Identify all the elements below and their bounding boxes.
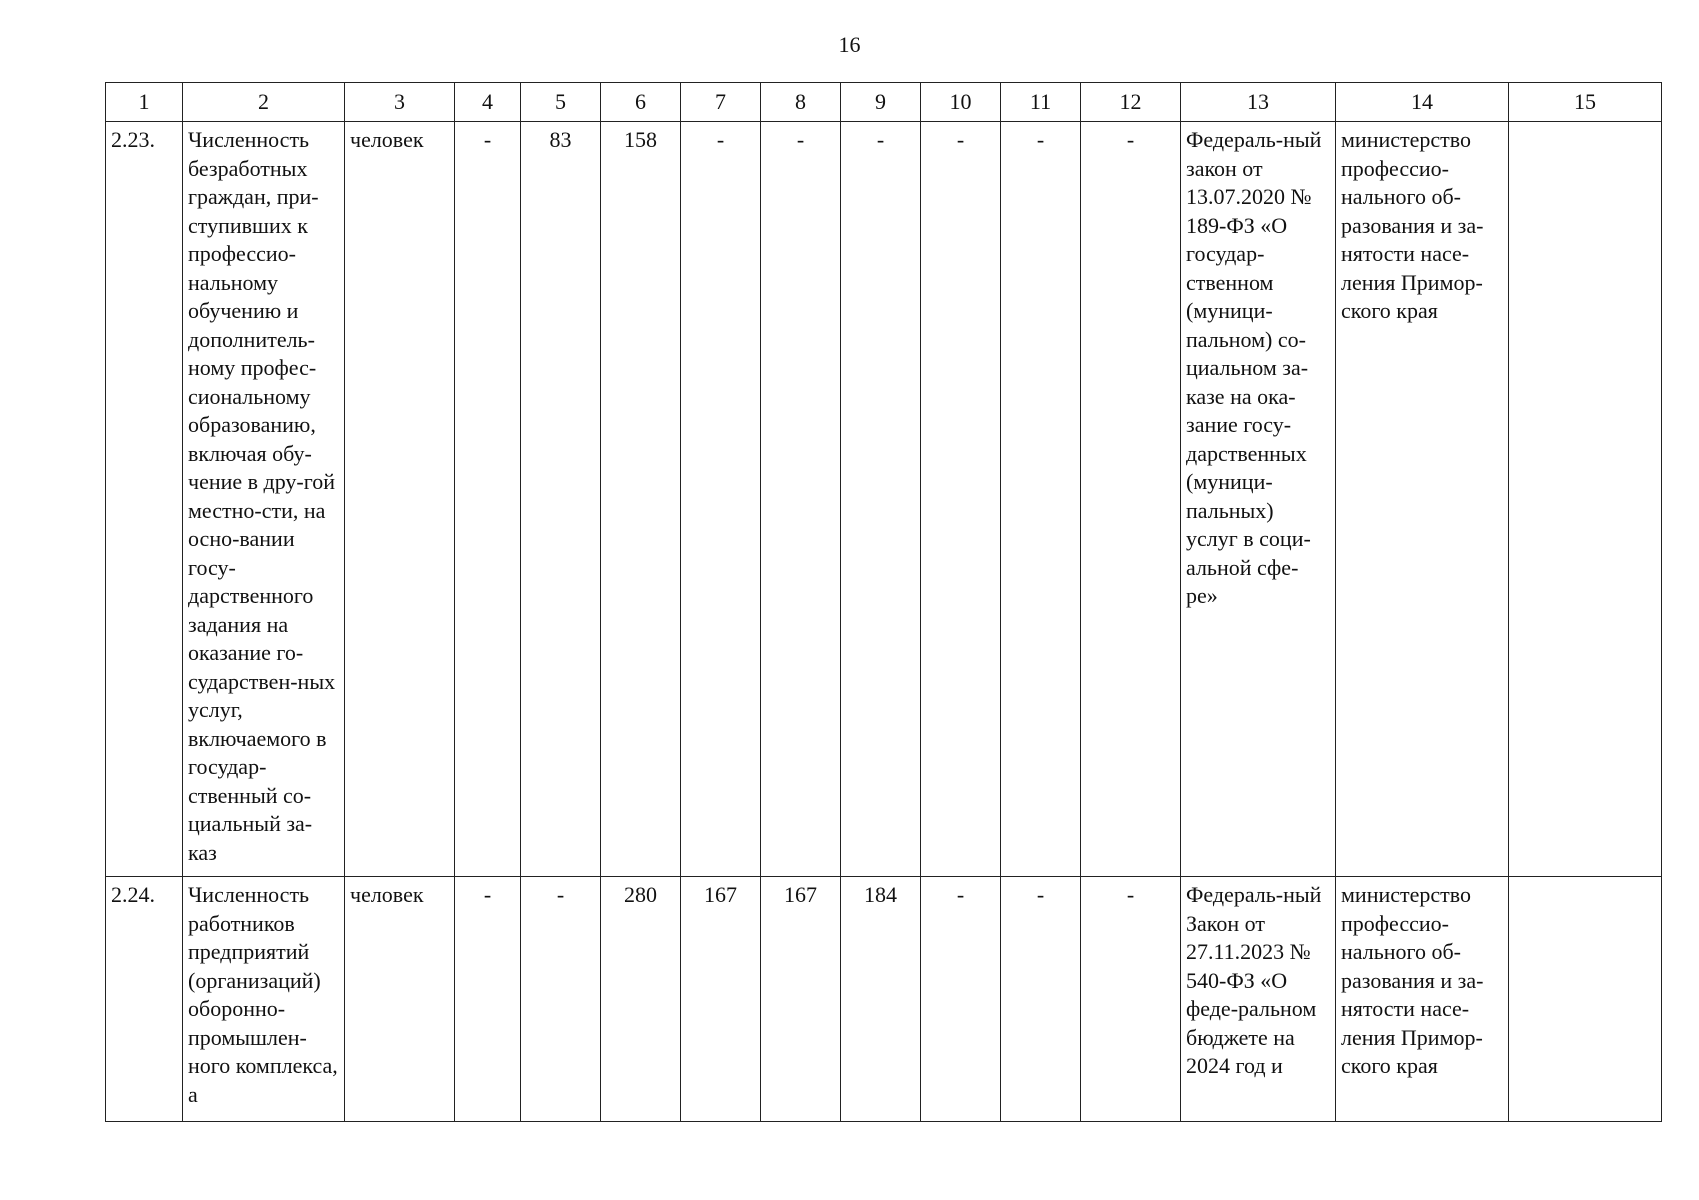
column-header: 5 (521, 83, 601, 122)
value-cell: - (841, 122, 921, 877)
page-number: 16 (838, 32, 861, 57)
indicator-name: Численность работников предприятий (организаций) оборонно-промышлен-ного комплекса, а (183, 877, 345, 1122)
indicators-table (105, 82, 1662, 1122)
row-id: 2.24. (106, 877, 183, 1122)
column-header: 7 (681, 83, 761, 122)
column-header: 14 (1336, 83, 1509, 122)
value-cell: - (1001, 877, 1081, 1122)
indicator-name: Численность безработных граждан, при-ступивших к профессио-нальному обучению и дополнитель-ному профес-сиональному образованию, включая обу-чение в дру-гой местно-сти, на осно-вании госу-дарственного задания на оказание го-сударствен-ных услуг, включаемого в государ-ственный со-циальный за-каз (183, 122, 345, 877)
value-cell: 158 (601, 122, 681, 877)
column-header: 15 (1509, 83, 1662, 122)
value-cell: - (921, 122, 1001, 877)
row-id: 2.23. (106, 122, 183, 877)
value-cell: - (921, 877, 1001, 1122)
column-header: 13 (1181, 83, 1336, 122)
column-header: 9 (841, 83, 921, 122)
unit-cell: человек (345, 122, 455, 877)
empty-cell (1509, 122, 1662, 877)
column-header: 2 (183, 83, 345, 122)
column-header: 6 (601, 83, 681, 122)
value-cell: - (1081, 877, 1181, 1122)
table-row (106, 877, 1662, 1122)
column-header: 8 (761, 83, 841, 122)
responsible-body: министерство профессио-нального об-разования и за-нятости насе-ления Примор-ского края (1336, 122, 1509, 877)
column-header: 12 (1081, 83, 1181, 122)
value-cell: 184 (841, 877, 921, 1122)
value-cell: - (1081, 122, 1181, 877)
value-cell: - (761, 122, 841, 877)
value-cell: - (455, 122, 521, 877)
value-cell: 280 (601, 877, 681, 1122)
value-cell: - (521, 877, 601, 1122)
header-row (106, 83, 1662, 122)
value-cell: - (455, 877, 521, 1122)
column-header: 10 (921, 83, 1001, 122)
column-header: 3 (345, 83, 455, 122)
unit-cell: человек (345, 877, 455, 1122)
value-cell: 167 (681, 877, 761, 1122)
column-header: 1 (106, 83, 183, 122)
value-cell: 167 (761, 877, 841, 1122)
table-row (106, 122, 1662, 877)
column-header: 4 (455, 83, 521, 122)
value-cell: 83 (521, 122, 601, 877)
legal-basis: Федераль-ный Закон от 27.11.2023 № 540-ФЗ «О феде-ральном бюджете на 2024 год и (1181, 877, 1336, 1122)
column-header: 11 (1001, 83, 1081, 122)
value-cell: - (1001, 122, 1081, 877)
value-cell: - (681, 122, 761, 877)
empty-cell (1509, 877, 1662, 1122)
legal-basis: Федераль-ный закон от 13.07.2020 № 189-ФЗ «О государ-ственном (муници-пальном) со-циальном за-казе на ока-зание госу-дарственных (муници-пальных) услуг в соци-альной сфе-ре» (1181, 122, 1336, 877)
responsible-body: министерство профессио-нального об-разования и за-нятости насе-ления Примор-ского края (1336, 877, 1509, 1122)
